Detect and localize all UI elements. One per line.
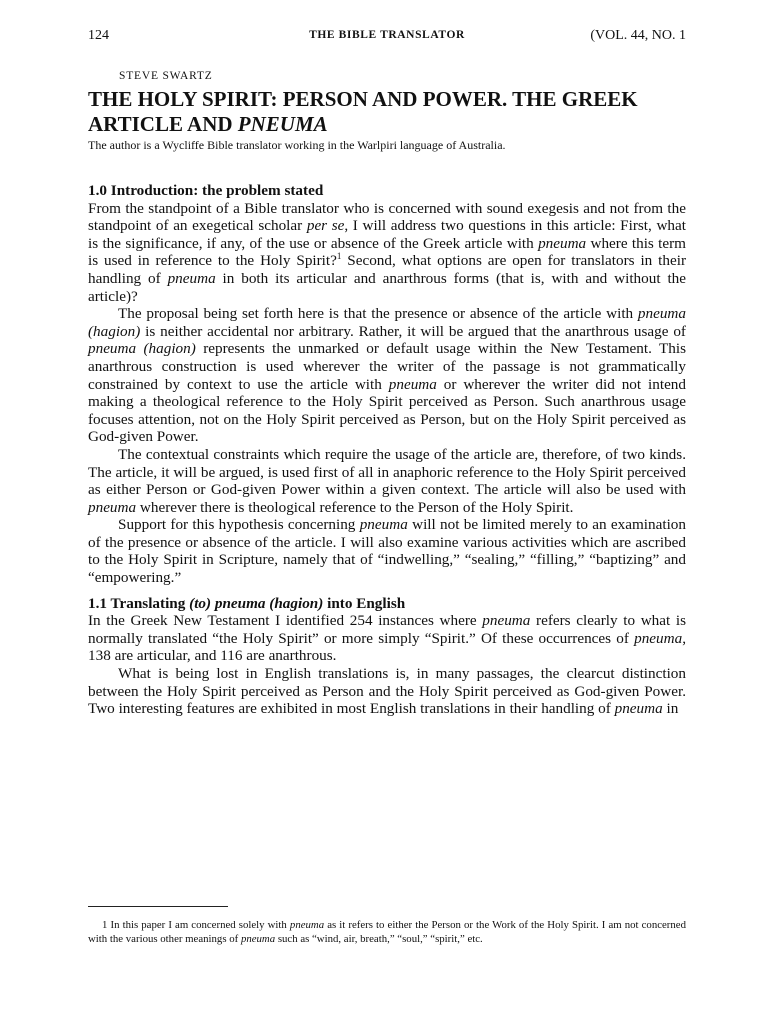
footnote-1: [88, 918, 686, 946]
section-heading-intro: 1.0 Introduction: the problem stated: [88, 182, 324, 199]
paragraph-1: [88, 200, 686, 306]
text-run: into English: [323, 594, 406, 612]
article-body: [88, 182, 686, 718]
text-run: refers clearly to what is normally translated “the Holy Spirit” or more simply “Spirit.” Of these occurrences of: [88, 612, 686, 647]
page-number: 124: [88, 28, 109, 43]
footnote-number: 1: [102, 919, 108, 931]
footnote-ref[interactable]: 1: [336, 251, 342, 262]
text-run: From the standpoint of a Bible translator who is concerned with sound exegesis and not from the standpoint of an exegetical scholar: [88, 199, 686, 235]
text-run: The contextual constraints which require the usage of the article are, therefore, of two kinds. The article, it will be argued, is used first of all in anaphoric reference to the Holy Spirit perceived as either Person or God-given Power within a given context. The article will also be used with: [88, 445, 686, 499]
text-run: In this paper I am concerned solely with: [107, 919, 290, 931]
text-run: represents the unmarked or default usage within the New Testament. This anarthrous construction is used wherever the writer of the passage is not grammatically constrained by context to use the article with: [88, 340, 686, 393]
section-heading-translating: [88, 595, 686, 613]
article-title-text: THE HOLY SPIRIT: PERSON AND POWER. THE GREEK ARTICLE AND: [88, 87, 638, 136]
journal-title: THE BIBLE TRANSLATOR: [309, 29, 465, 41]
italic-term: pneuma (hagion): [88, 340, 196, 358]
text-run: wherever there is theological reference to the Person of the Holy Spirit.: [136, 498, 574, 516]
text-run: What is being lost in English translations is, in many passages, the clearcut distinction between the Holy Spirit perceived as Person and the Holy Spirit perceived as God-given Power. Two interesting features are exhibited in most English translations in their handling of: [88, 665, 686, 718]
italic-term: per se: [306, 217, 345, 235]
author-name: STEVE SWARTZ: [119, 70, 213, 82]
volume-issue: (VOL. 44, NO. 1: [590, 28, 686, 43]
text-run: such as “wind, air, breath,” “soul,” “spirit,” etc.: [275, 933, 483, 945]
italic-term: pneuma: [482, 612, 531, 630]
italic-term: pneuma: [388, 375, 437, 393]
paragraph-2: [88, 305, 686, 446]
text-run: is neither accidental nor arbitrary. Rather, it will be argued that the anarthrous usage of: [140, 322, 686, 340]
text-run: , I will address two questions in this article: First, what is the significance, if any, of the use or absence of the Greek article with: [88, 217, 686, 252]
article-title: [88, 87, 686, 137]
italic-term: pneuma: [634, 629, 683, 647]
running-head: [88, 28, 686, 48]
text-run: 1.1 Translating: [88, 594, 190, 612]
paragraph-4: [88, 516, 686, 586]
text-run: in both its articular and anarthrous forms (that is, with and without the article)?: [88, 269, 686, 305]
italic-term: pneuma: [88, 498, 137, 516]
text-run: In the Greek New Testament I identified 254 instances where: [88, 612, 483, 630]
text-run: as it refers to either the Person or the Work of the Holy Spirit. I am not concerned with the various other meanings of: [88, 919, 686, 945]
paragraph-5: [88, 612, 686, 665]
article-title-italic: PNEUMA: [237, 112, 328, 136]
text-run: in: [662, 700, 679, 718]
paragraph-6: [88, 665, 686, 718]
author-note: The author is a Wycliffe Bible translator working in the Warlpiri language of Australia.: [88, 138, 506, 152]
text-run: Second, what options are open for translators in their handling of: [88, 252, 686, 287]
text-run: Support for this hypothesis concerning: [118, 516, 360, 534]
italic-term: pneuma: [359, 516, 408, 534]
text-run: where this term is used in reference to the Holy Spirit?: [88, 234, 686, 270]
italic-term: pneuma: [167, 269, 216, 287]
italic-term: pneuma: [538, 234, 587, 252]
text-run: or wherever the writer did not intend making a theological reference to the Holy Spirit perceived as Person. Such anarthrous usage focuses attention, not on the Holy Spirit perceived as Person, but on the Holy Spirit perceived as God-given Power.: [88, 375, 686, 446]
italic-term: pneuma: [614, 700, 663, 718]
text-run: The proposal being set forth here is that the presence or absence of the article with: [118, 305, 638, 323]
footnote-divider: [88, 906, 228, 907]
italic-term: pneuma: [240, 933, 276, 945]
text-run: , 138 are articular, and 116 are anarthrous.: [88, 629, 686, 665]
text-run: will not be limited merely to an examination of the presence or absence of the article. I will also examine various activities which are ascribed to the Holy Spirit in Scripture, namely that of “indwelling,” “sealing,” “filling,” “baptizing” and “empowering.”: [88, 516, 686, 587]
italic-term: pneuma (hagion): [88, 305, 686, 340]
paragraph-3: [88, 446, 686, 516]
italic-term: pneuma: [289, 919, 325, 931]
italic-term: (to) pneuma (hagion): [189, 594, 324, 612]
